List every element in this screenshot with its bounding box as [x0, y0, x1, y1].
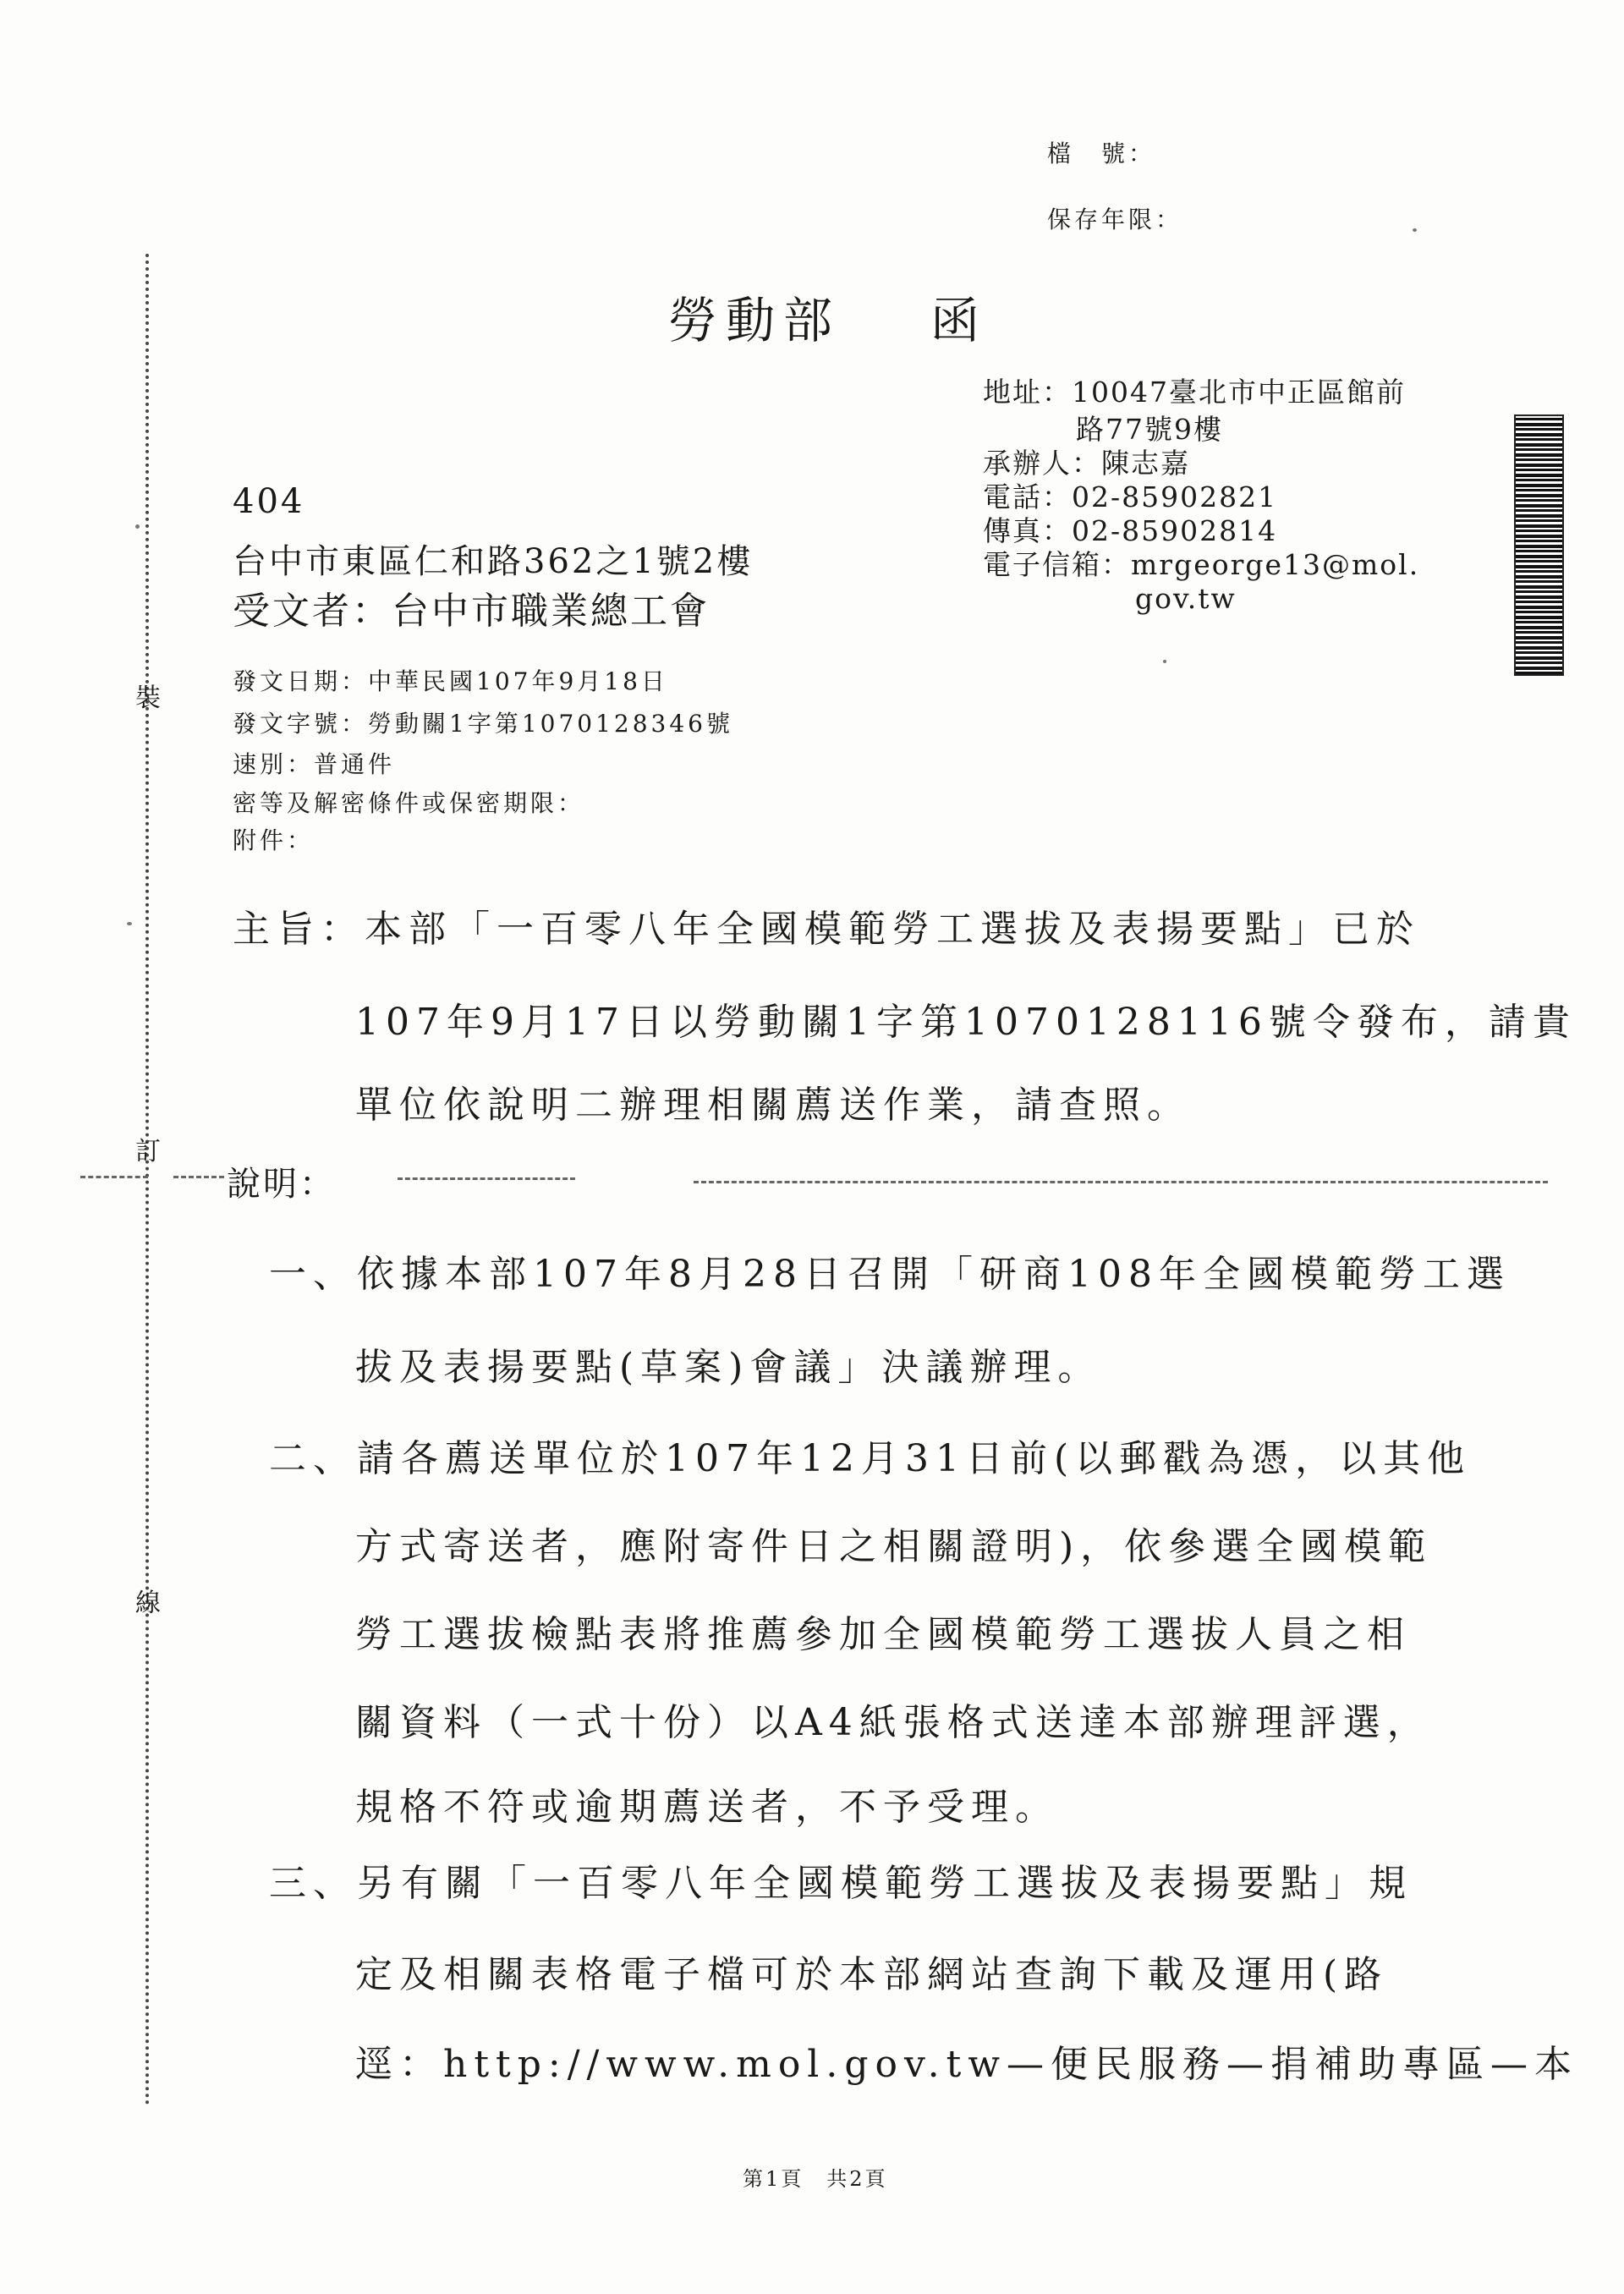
sender-address-line2: 路77號9樓 — [1076, 413, 1223, 446]
issuing-agency: 勞動部 — [668, 292, 842, 349]
explanation-label: 說明： — [227, 1165, 336, 1204]
item2-line3: 勞工選拔檢點表將推薦參加全國模範勞工選拔人員之相 — [355, 1613, 1411, 1656]
email-line1: 電子信箱：mrgeorge13@mol. — [983, 548, 1420, 581]
issue-date: 發文日期：中華民國107年9月18日 — [233, 667, 668, 695]
binding-dotted-line — [145, 254, 149, 2106]
binding-mark-xian: 線 — [135, 1589, 161, 1618]
secrecy-level: 密等及解密條件或保密期限： — [233, 789, 585, 817]
scan-speck — [127, 922, 132, 925]
email-line2: gov.tw — [1135, 582, 1237, 615]
subject-line2: 107年9月17日以勞動關1字第1070128116號令發布，請貴 — [355, 1001, 1577, 1044]
recipient-name: 受文者：台中市職業總工會 — [233, 590, 710, 633]
item1-line1: 一、依據本部107年8月28日召開「研商108年全國模範勞工選 — [269, 1253, 1511, 1296]
item2-line4: 關資料（一式十份）以A4紙張格式送達本部辦理評選， — [355, 1701, 1431, 1744]
delivery-speed: 速別：普通件 — [233, 750, 396, 778]
document-number: 發文字號：勞動關1字第1070128346號 — [233, 710, 733, 738]
file-number-label: 檔 號： — [1047, 140, 1156, 167]
attachment: 附件： — [233, 826, 315, 854]
item2-line5: 規格不符或逾期薦送者，不予受理。 — [355, 1786, 1059, 1829]
item2-line1: 二、請各薦送單位於107年12月31日前(以郵戳為憑，以其他 — [269, 1437, 1472, 1480]
scan-speck — [1163, 660, 1166, 663]
subject-line3: 單位依說明二辦理相關薦送作業，請查照。 — [355, 1084, 1191, 1127]
retention-period-label: 保存年限： — [1047, 206, 1183, 233]
barcode — [1514, 414, 1564, 676]
fold-dash-left — [80, 1176, 148, 1178]
subject-line1: 主旨：本部「一百零八年全國模範勞工選拔及表揚要點」已於 — [233, 908, 1420, 951]
scan-speck — [1413, 228, 1417, 232]
fold-dash-a — [398, 1177, 575, 1180]
sender-address-line1: 地址：10047臺北市中正區館前 — [983, 376, 1406, 409]
scan-speck — [135, 524, 140, 529]
item3-line1: 三、另有關「一百零八年全國模範勞工選拔及表揚要點」規 — [269, 1862, 1413, 1905]
fold-dash-b — [694, 1181, 1548, 1183]
item3-line2: 定及相關表格電子檔可於本部網站查詢下載及運用(路 — [355, 1953, 1389, 1996]
item3-line3: 逕：http://www.mol.gov.tw—便民服務—捐補助專區—本 — [355, 2043, 1578, 2086]
fold-dash-mid — [173, 1176, 224, 1178]
phone: 電話：02-85902821 — [983, 480, 1278, 513]
item1-line2: 拔及表揚要點(草案)會議」決議辦理。 — [355, 1346, 1102, 1389]
fax: 傳真：02-85902814 — [983, 514, 1278, 547]
document-type: 函 — [930, 292, 989, 349]
contact-person: 承辦人：陳志嘉 — [983, 447, 1190, 480]
page-number: 第1頁 共2頁 — [743, 2167, 888, 2191]
item2-line2: 方式寄送者，應附寄件日之相關證明)，依參選全國模範 — [355, 1525, 1433, 1568]
recipient-address: 台中市東區仁和路362之1號2樓 — [233, 542, 754, 581]
recipient-postal-code: 404 — [233, 482, 305, 521]
binding-mark-zhuang: 裝 — [135, 683, 161, 713]
binding-mark-ding: 訂 — [135, 1137, 161, 1166]
